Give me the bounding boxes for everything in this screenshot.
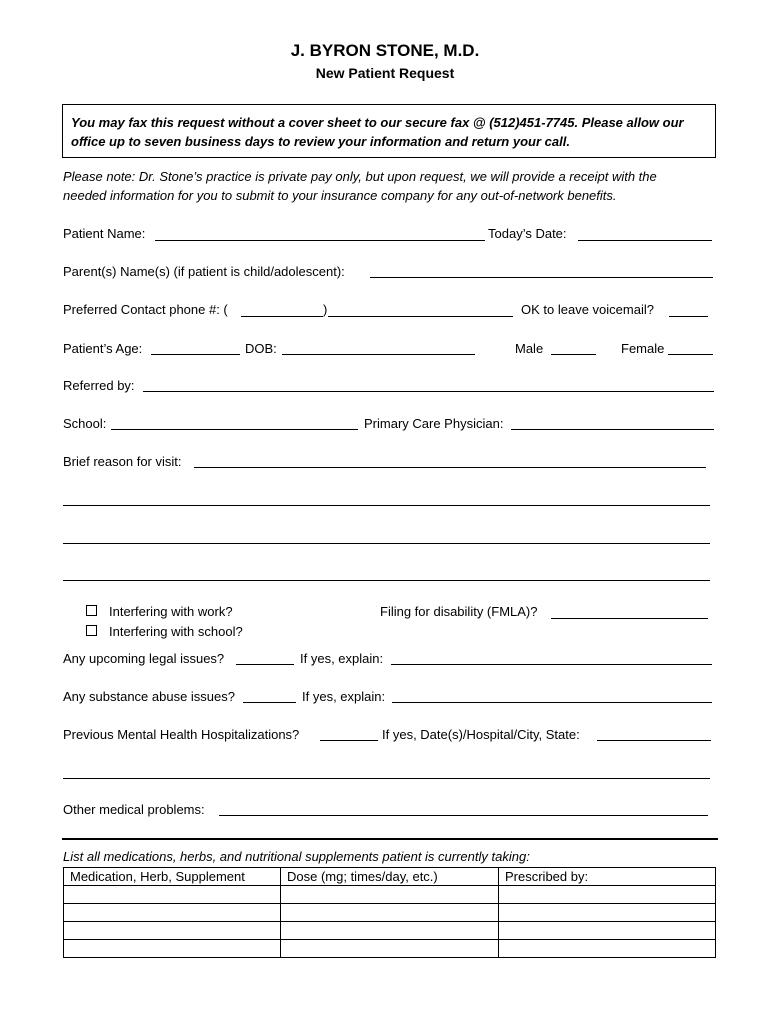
prescribed-by-cell[interactable] xyxy=(499,940,716,958)
legal-issues-label: Any upcoming legal issues? xyxy=(63,651,225,666)
dose-cell[interactable] xyxy=(281,904,499,922)
fax-notice-box xyxy=(62,104,716,158)
column-header-dose: Dose (mg; times/day, etc.) xyxy=(281,868,499,886)
pcp-label: Primary Care Physician: xyxy=(364,416,504,431)
column-header-prescribed-by: Prescribed by: xyxy=(499,868,716,886)
fax-notice-line-1: You may fax this request without a cover sheet to our secure fax @ (512)451-7745. Please allow our xyxy=(71,115,684,130)
reason-field[interactable] xyxy=(194,467,706,468)
interfering-school-option[interactable] xyxy=(86,624,243,640)
other-medical-field[interactable] xyxy=(219,815,708,816)
dob-field[interactable] xyxy=(282,354,475,355)
medication-cell[interactable] xyxy=(64,904,281,922)
reason-field-line-4[interactable] xyxy=(63,580,710,581)
parents-name-label: Parent(s) Name(s) (if patient is child/adolescent): xyxy=(63,264,345,279)
age-field[interactable] xyxy=(151,354,240,355)
medication-cell[interactable] xyxy=(64,886,281,904)
todays-date-label: Today’s Date: xyxy=(488,226,567,241)
patient-name-label: Patient Name: xyxy=(63,226,146,241)
school-field[interactable] xyxy=(111,429,358,430)
reason-field-line-3[interactable] xyxy=(63,543,710,544)
section-divider xyxy=(62,838,718,840)
todays-date-field[interactable] xyxy=(578,240,712,241)
private-pay-note-line-1: Please note: Dr. Stone’s practice is private pay only, but upon request, we will provide a receipt with the xyxy=(63,169,657,184)
interfering-work-option[interactable] xyxy=(86,604,233,620)
hospitalizations-field[interactable] xyxy=(320,740,378,741)
reason-label: Brief reason for visit: xyxy=(63,454,182,469)
hospitalizations-dates-field[interactable] xyxy=(597,740,711,741)
column-header-medication: Medication, Herb, Supplement xyxy=(64,868,281,886)
fax-notice-line-2: office up to seven business days to review your information and return your call. xyxy=(71,134,570,149)
female-field[interactable] xyxy=(668,354,713,355)
referred-by-label: Referred by: xyxy=(63,378,135,393)
fmla-label: Filing for disability (FMLA)? xyxy=(380,604,538,619)
legal-explain-label: If yes, explain: xyxy=(300,651,384,666)
hospitalizations-dates-label: If yes, Date(s)/Hospital/City, State: xyxy=(382,727,580,742)
school-label: School: xyxy=(63,416,107,431)
phone-paren-close: ) xyxy=(323,302,328,317)
substance-field[interactable] xyxy=(243,702,296,703)
doctor-name: J. BYRON STONE, M.D. xyxy=(290,41,480,60)
parents-name-field[interactable] xyxy=(370,277,713,278)
dose-cell[interactable] xyxy=(281,886,499,904)
male-field[interactable] xyxy=(551,354,596,355)
pcp-field[interactable] xyxy=(511,429,714,430)
dob-label: DOB: xyxy=(245,341,277,356)
reason-field-line-2[interactable] xyxy=(63,505,710,506)
male-label: Male xyxy=(515,341,544,356)
form-title: New Patient Request xyxy=(315,65,455,81)
interfering-school-checkbox[interactable] xyxy=(86,625,97,636)
substance-label: Any substance abuse issues? xyxy=(63,689,235,704)
fmla-field[interactable] xyxy=(551,618,708,619)
prescribed-by-cell[interactable] xyxy=(499,886,716,904)
interfering-work-checkbox[interactable] xyxy=(86,605,97,616)
dose-cell[interactable] xyxy=(281,922,499,940)
substance-explain-label: If yes, explain: xyxy=(302,689,386,704)
private-pay-note-line-2: needed information for you to submit to your insurance company for any out-of-network benefits. xyxy=(63,188,617,203)
phone-label: Preferred Contact phone #: ( xyxy=(63,302,228,317)
voicemail-label: OK to leave voicemail? xyxy=(521,302,654,317)
interfering-school-label: Interfering with school? xyxy=(109,624,243,639)
legal-explain-field[interactable] xyxy=(391,664,712,665)
other-medical-label: Other medical problems: xyxy=(63,802,205,817)
female-label: Female xyxy=(621,341,665,356)
table-row xyxy=(64,886,716,904)
table-row xyxy=(64,940,716,958)
medications-header-row xyxy=(64,868,716,886)
medications-table xyxy=(63,867,716,958)
hospitalizations-label: Previous Mental Health Hospitalizations? xyxy=(63,727,300,742)
medications-caption: List all medications, herbs, and nutritional supplements patient is currently taking: xyxy=(63,849,530,864)
phone-area-code-field[interactable] xyxy=(241,316,323,317)
dose-cell[interactable] xyxy=(281,940,499,958)
voicemail-field[interactable] xyxy=(669,316,708,317)
phone-number-field[interactable] xyxy=(328,316,513,317)
prescribed-by-cell[interactable] xyxy=(499,922,716,940)
hospitalizations-dates-field-line-2[interactable] xyxy=(63,778,710,779)
prescribed-by-cell[interactable] xyxy=(499,904,716,922)
referred-by-field[interactable] xyxy=(143,391,714,392)
table-row xyxy=(64,904,716,922)
age-label: Patient’s Age: xyxy=(63,341,143,356)
interfering-work-label: Interfering with work? xyxy=(109,604,233,619)
medication-cell[interactable] xyxy=(64,940,281,958)
table-row xyxy=(64,922,716,940)
legal-issues-field[interactable] xyxy=(236,664,294,665)
medication-cell[interactable] xyxy=(64,922,281,940)
patient-name-field[interactable] xyxy=(155,240,485,241)
substance-explain-field[interactable] xyxy=(392,702,712,703)
